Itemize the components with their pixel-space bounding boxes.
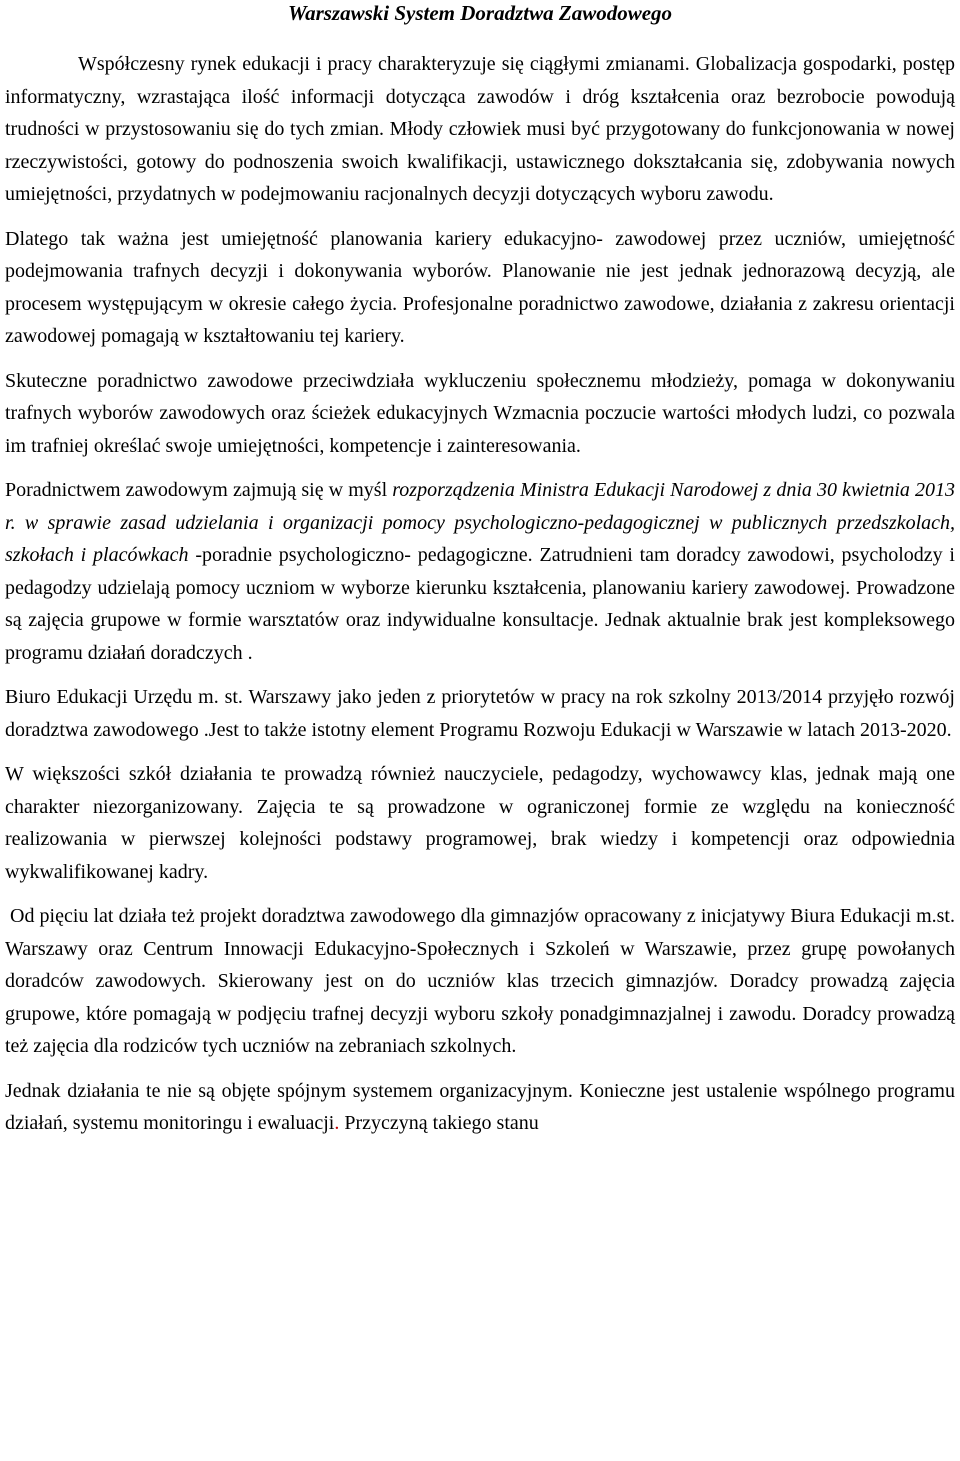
paragraph-conclusion-text-end: Przyczyną takiego stanu — [339, 1112, 539, 1134]
paragraph-education-office: Biuro Edukacji Urzędu m. st. Warszawy jako jeden z priorytetów w pracy na rok szkolny 2013/2014 przyjęło rozwój doradztwa zawodowego .Jest to także istotny element Programu Rozwoju Edukacji w Warszawie w latach 2013-2020. — [5, 686, 955, 741]
paragraph-intro: Współczesny rynek edukacji i pracy charakteryzuje się ciągłymi zmianami. Globalizacja gospodarki, postęp informatyczny, wzrastająca ilość informacji dotycząca zawodów i dróg kształcenia oraz bezrobocie powodują trudności w przystosowaniu się do tych zmian. Młody człowiek musi być przygotowany do funkcjonowania w nowej rzeczywistości, gotowy do podnoszenia swoich kwalifikacji, ustawicznego dokształcania się, zdobywania nowych umiejętności, przydatnych w podejmowaniu racjonalnych decyzji dotyczących wyboru zawodu. — [5, 53, 955, 205]
paragraph-regulation-text-start: Poradnictwem zawodowym zajmują się w myśl — [5, 479, 393, 501]
paragraph-schools: W większości szkół działania te prowadzą również nauczyciele, pedagodzy, wychowawcy klas, jednak mają one charakter niezorganizowany. Zajęcia te są prowadzone w ograniczonej formie ze względu na konieczność realizowania w pierwszej kolejności podstawy programowej, brak wiedzy i kompetencji oraz odpowiednia wykwalifikowanej kadry. — [5, 763, 955, 883]
regulation-citation: rozporządzenia Ministra Edukacji Narodowej z dnia 30 kwietnia 2013 r. w sprawie zasad udzielania i organizacji pomocy psychologiczno-pedagogicznej w publicznych przedszkolach, szkołach i placówkach — [5, 479, 955, 566]
red-period: . — [334, 1112, 340, 1134]
document-page — [5, 0, 955, 1152]
paragraph-conclusion — [5, 1075, 955, 1140]
paragraph-project: Od pięciu lat działa też projekt doradztwa zawodowego dla gimnazjów opracowany z inicjatywy Biura Edukacji m.st. Warszawy oraz Centrum Innowacji Edukacyjno-Społecznych i Szkoleń w Warszawie, przez grupę powołanych doradców zawodowych. Skierowany jest on do uczniów klas trzecich gimnazjów. Doradcy prowadzą zajęcia grupowe, które pomagają w podjęciu trafnej decyzji wyboru szkoły ponadgimnazjalnej i zawodu. Doradcy prowadzą też zajęcia dla rodziców tych uczniów na zebraniach szkolnych. — [5, 905, 955, 1057]
paragraph-regulation-text-end: -poradnie psychologiczno- pedagogiczne. Zatrudnieni tam doradcy zawodowi, psycholodzy i pedagodzy udzielają pomocy uczniom w wyborze kierunku kształcenia, planowaniu kariery zawodowej. Prowadzone są zajęcia grupowe w formie warsztatów oraz indywidualne konsultacje. Jednak aktualnie brak jest kompleksowego programu działań doradczych . — [5, 544, 955, 664]
paragraph-regulation — [5, 474, 955, 669]
document-title: Warszawski System Doradztwa Zawodowego — [287, 1, 673, 25]
paragraph-career-planning: Dlatego tak ważna jest umiejętność planowania kariery edukacyjno- zawodowej przez uczniów, umiejętność podejmowania trafnych decyzji i dokonywania wyborów. Planowanie nie jest jednak jednorazową decyzją, ale procesem występującym w okresie całego życia. Profesjonalne poradnictwo zawodowe, działania z zakresu orientacji zawodowej pomagają w kształtowaniu tej kariery. — [5, 227, 955, 347]
paragraph-counseling-benefits: Skuteczne poradnictwo zawodowe przeciwdziała wykluczeniu społecznemu młodzieży, pomaga w dokonywaniu trafnych wyborów zawodowych oraz ścieżek edukacyjnych Wzmacnia poczucie wartości młodych ludzi, co pozwala im trafniej określać swoje umiejętności, kompetencje i zainteresowania. — [5, 369, 955, 457]
paragraph-conclusion-text-start: Jednak działania te nie są objęte spójnym systemem organizacyjnym. Konieczne jest ustalenie wspólnego programu działań, systemu monitoringu i ewaluacji — [5, 1079, 955, 1134]
